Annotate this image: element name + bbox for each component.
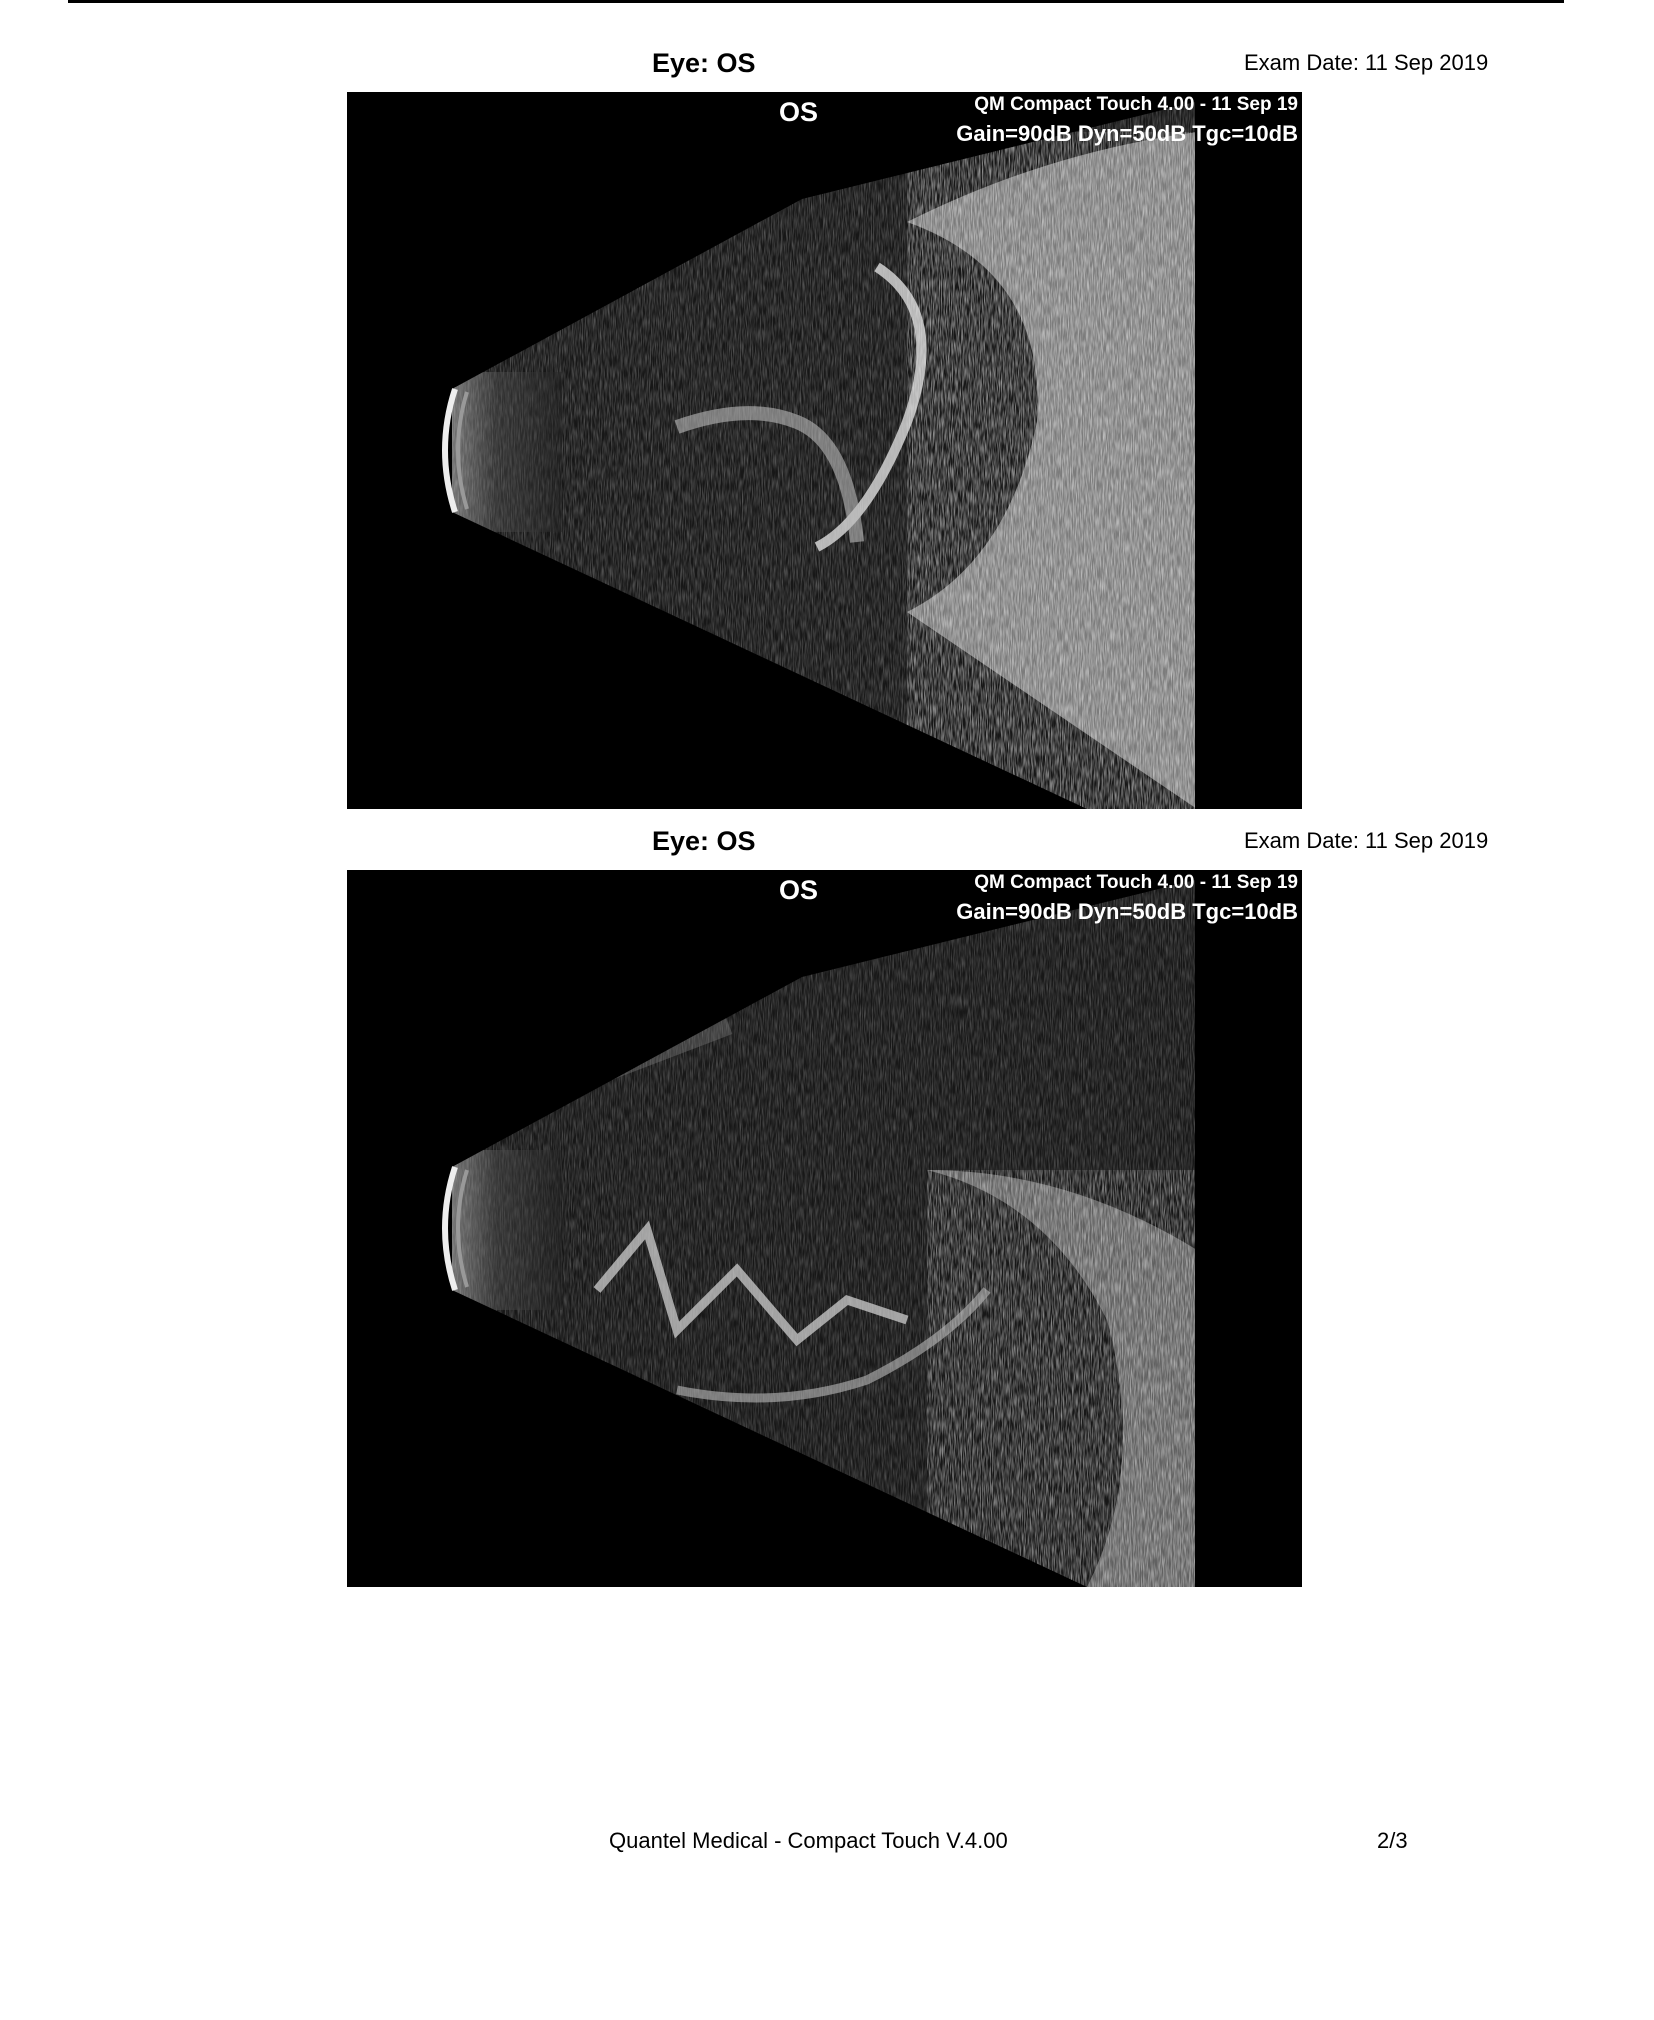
ultrasound-image-1 (347, 92, 1302, 809)
top-rule (68, 0, 1564, 3)
ultrasound-scan-2 (347, 870, 1302, 1587)
exam-date-2: Exam Date: 11 Sep 2019 (1244, 828, 1489, 853)
scan-overlay-params-1: Gain=90dB Dyn=50dB Tgc=10dB (956, 121, 1298, 146)
scan-overlay-device-1: QM Compact Touch 4.00 - 11 Sep 19 (974, 94, 1298, 115)
page-number: 2/3 (1377, 1828, 1408, 1853)
ultrasound-image-2 (347, 870, 1302, 1587)
eye-label-2: Eye: OS (652, 826, 756, 856)
scan-overlay-device-2: QM Compact Touch 4.00 - 11 Sep 19 (974, 872, 1298, 893)
footer-text: Quantel Medical - Compact Touch V.4.00 (609, 1828, 1008, 1853)
exam-date-1: Exam Date: 11 Sep 2019 (1244, 50, 1489, 75)
scan-overlay-params-2: Gain=90dB Dyn=50dB Tgc=10dB (956, 899, 1298, 924)
eye-label-1: Eye: OS (652, 48, 756, 78)
scan-overlay-eye-2: OS (779, 875, 819, 905)
ultrasound-scan-1 (347, 92, 1302, 809)
scan-overlay-eye-1: OS (779, 97, 819, 127)
